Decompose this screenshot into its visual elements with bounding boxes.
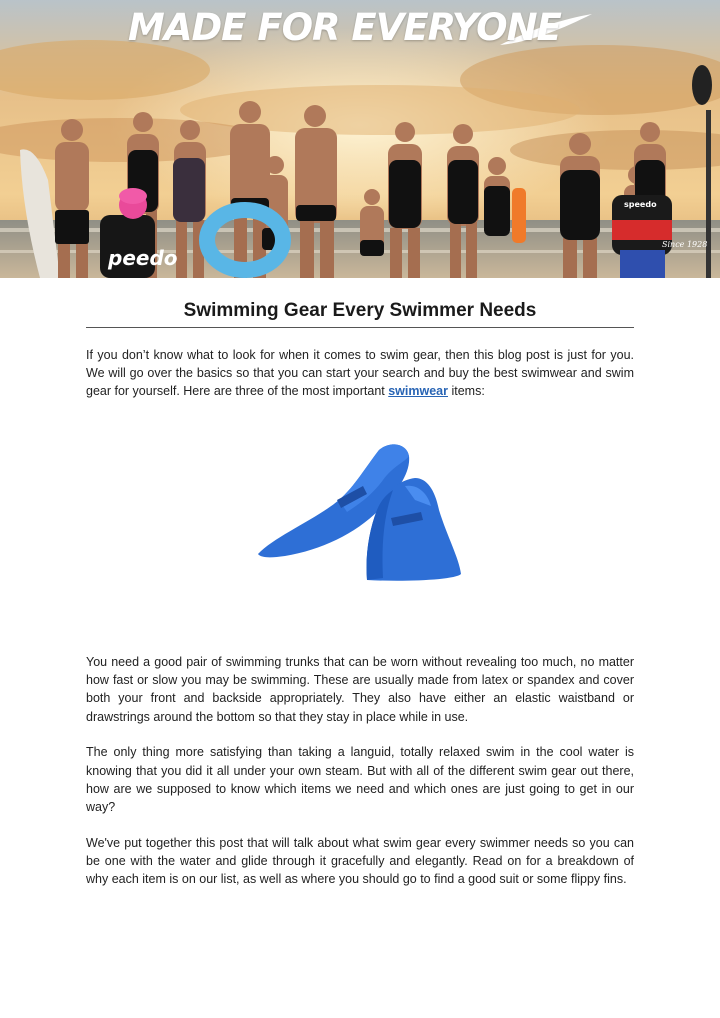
article-content [86, 300, 634, 401]
paragraph-satisfying-swim: The only thing more satisfying than taking a languid, totally relaxed swim in the cool water is knowing that you did it all under your own steam. But with all of the different swim gear out there, how are we supposed to know which items we need and which ones are just going to get in our way? [86, 745, 634, 814]
swimwear-link[interactable]: swimwear [388, 384, 448, 399]
hero-since-text: Since 1928 [662, 240, 708, 249]
intro-text-before-link: If you don’t know what to look for when it comes to swim gear, then this blog post is just for you. We will go over the basics so that you can start your search and buy the best swimwear and swim gear for yourself. Here are three of the most important [86, 348, 634, 399]
article-title: Swimming Gear Every Swimmer Needs [86, 300, 634, 328]
article-body [86, 653, 634, 906]
hero-shirt-brand: peedo [108, 246, 178, 270]
paragraph-swim-gear-post: We've put together this post that will talk about what swim gear every swimmer needs so you can be one with the water and glide through it gracefully and elegantly. Read on for a breakdown of why each item is on our list, as well as where you should go to find a good suit or some flippy fins. [86, 835, 634, 887]
intro-text-after-link: items: [448, 384, 485, 399]
hero-headline: MADE FOR EVERYONE [128, 6, 561, 49]
hero-cap-brand: speedo [624, 200, 657, 209]
intro-paragraph [86, 346, 634, 401]
paragraph-trunks: You need a good pair of swimming trunks that can be worn without revealing too much, no matter how fast or slow you may be swimming. These are usually made from latex or spandex and cover both your front and backside appropriately. They also have either an elastic waistband or drawstrings around the bottom so that they stay in place while in use. [86, 655, 634, 724]
hero-banner [0, 0, 720, 278]
swim-fins-image [255, 440, 470, 590]
